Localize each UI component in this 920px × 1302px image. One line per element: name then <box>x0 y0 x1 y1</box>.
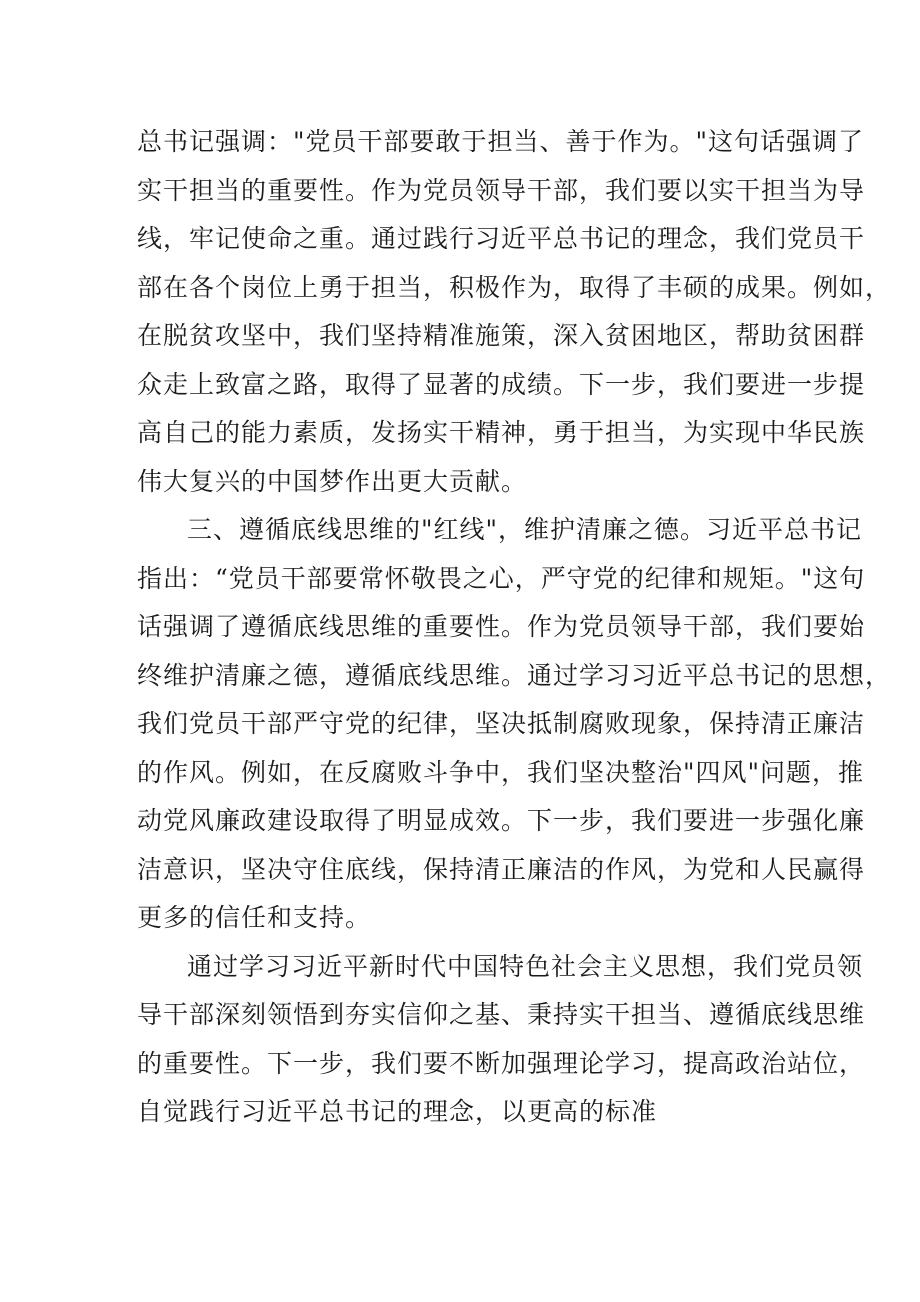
text-line: 洁意识，坚决守住底线，保持清正廉洁的作风，为党和人民赢得 <box>137 854 866 884</box>
text-line: 我们党员干部严守党的纪律，坚决抵制腐败现象，保持清正廉洁 <box>137 709 866 738</box>
document-body <box>137 118 892 1137</box>
text-line: 部在各个岗位上勇于担当，积极作为，取得了丰硕的成果。例如， <box>137 272 892 302</box>
text-line: 伟大复兴的中国梦作出更大贡献。 <box>137 466 528 496</box>
paragraph-1 <box>137 118 892 506</box>
paragraph-2 <box>137 506 892 943</box>
text-line: 众走上致富之路，取得了显著的成绩。下一步，我们要进一步提 <box>137 369 866 399</box>
text-line: 自觉践行习近平总书记的理念，以更高的标准 <box>137 1097 658 1126</box>
paragraph-3 <box>137 943 866 1137</box>
text-line: 三、遵循底线思维的"红线"，维护清廉之德。习近平总书记 <box>187 515 863 544</box>
text-line: 导干部深刻领悟到夯实信仰之基、秉持实干担当、遵循底线思维 <box>137 1000 866 1029</box>
text-line: 线，牢记使命之重。通过践行习近平总书记的理念，我们党员干 <box>137 224 866 253</box>
text-line: 高自己的能力素质，发扬实干精神，勇于担当，为实现中华民族 <box>137 418 866 447</box>
text-line: 在脱贫攻坚中，我们坚持精准施策，深入贫困地区，帮助贫困群 <box>137 321 866 350</box>
text-line: 实干担当的重要性。作为党员领导干部，我们要以实干担当为导 <box>137 175 866 205</box>
text-line: 动党风廉政建设取得了明显成效。下一步，我们要进一步强化廉 <box>137 806 866 835</box>
text-line: 的重要性。下一步，我们要不断加强理论学习，提高政治站位， <box>137 1048 866 1078</box>
text-line: 终维护清廉之德，遵循底线思维。通过学习习近平总书记的思想， <box>137 660 892 690</box>
text-line: 指出：“党员干部要常怀敬畏之心，严守党的纪律和规矩。"这句 <box>137 563 866 593</box>
text-line: 通过学习习近平新时代中国特色社会主义思想，我们党员领 <box>187 951 864 981</box>
text-line: 更多的信任和支持。 <box>137 903 372 932</box>
text-line: 话强调了遵循底线思维的重要性。作为党员领导干部，我们要始 <box>137 612 866 641</box>
text-line: 总书记强调："党员干部要敢于担当、善于作为。"这句话强调了 <box>137 127 865 156</box>
text-line: 的作风。例如，在反腐败斗争中，我们坚决整治"四风"问题，推 <box>137 757 865 787</box>
